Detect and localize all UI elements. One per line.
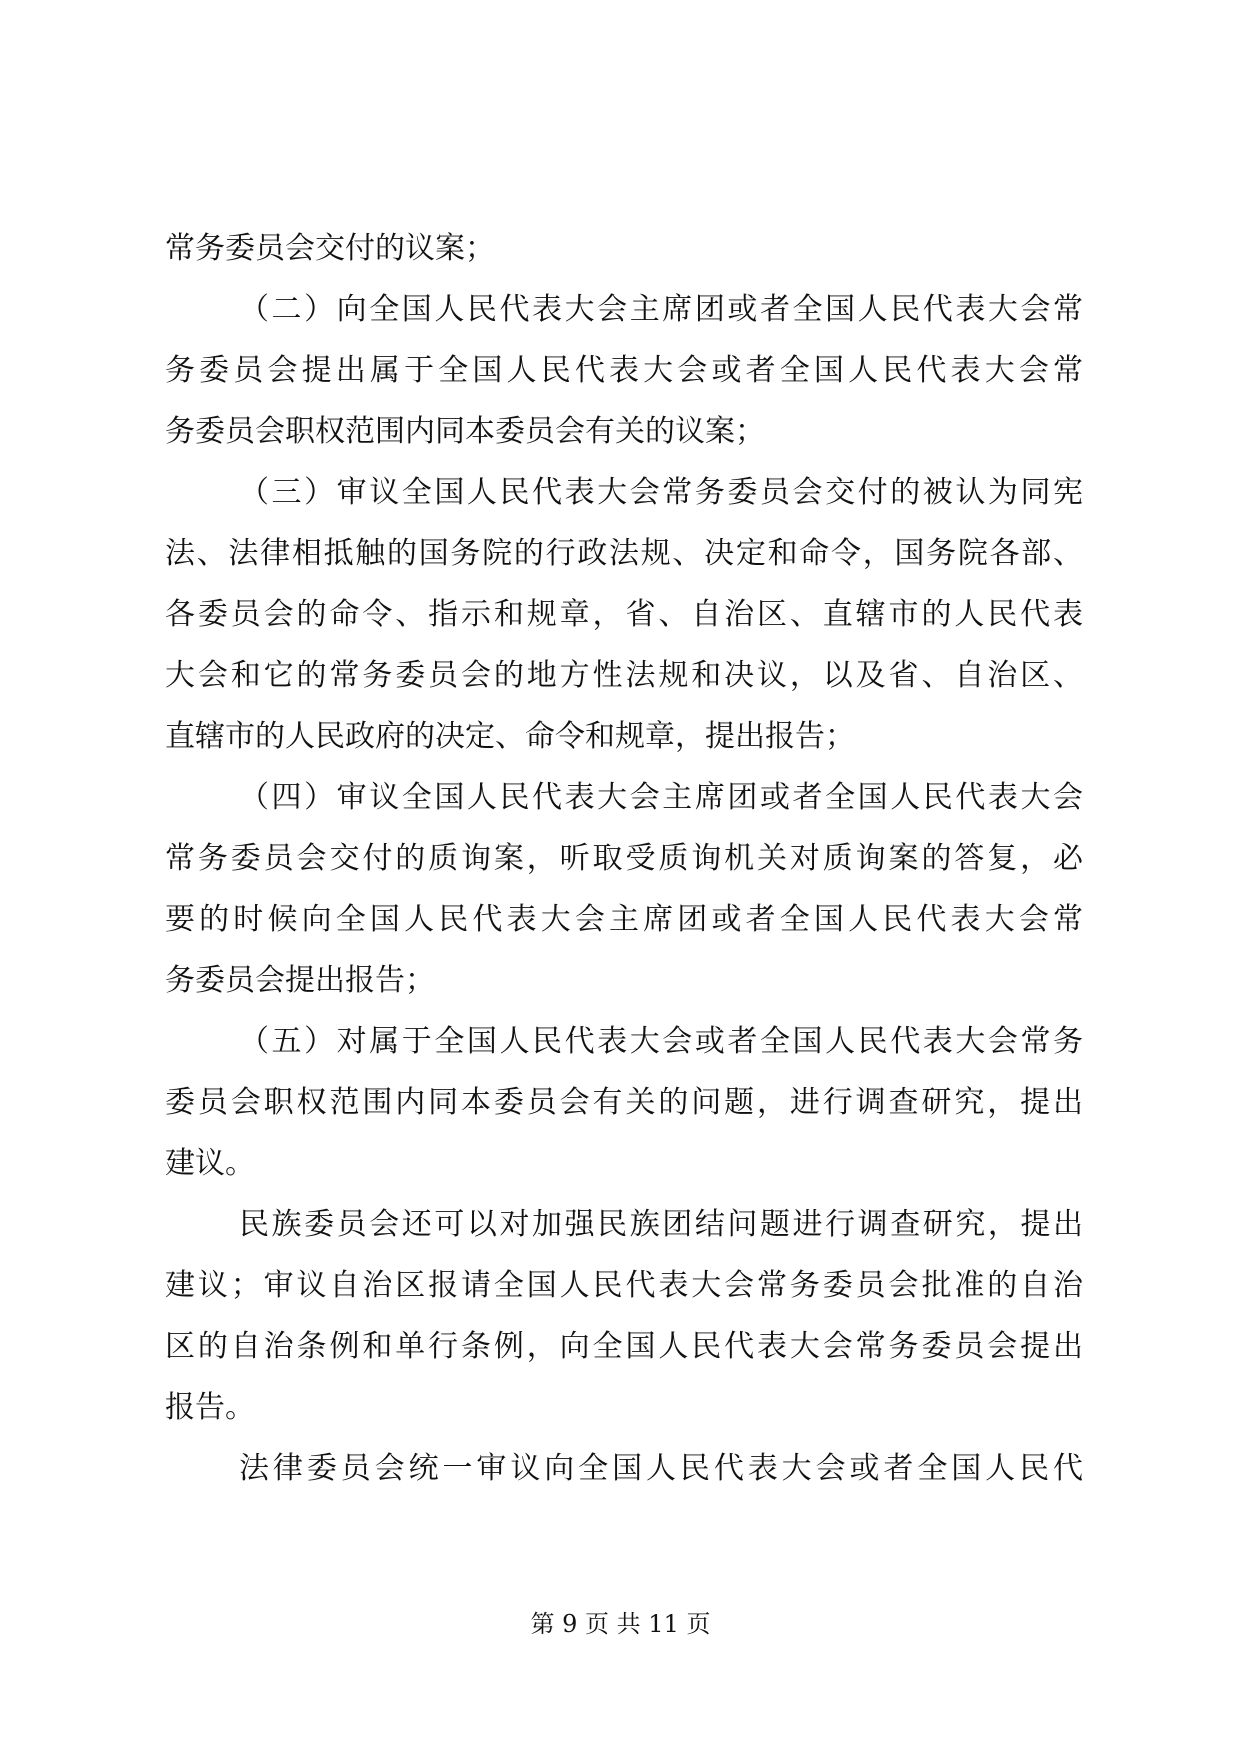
text-line: 直辖市的人民政府的决定、命令和规章，提出报告；	[165, 719, 855, 754]
text-line: （四）审议全国人民代表大会主席团或者全国人民代表大会	[239, 780, 1083, 815]
text-line: 民族委员会还可以对加强民族团结问题进行调查研究，提出	[239, 1207, 1083, 1242]
text-line: 建议；审议自治区报请全国人民代表大会常务委员会批准的自治	[165, 1268, 1083, 1303]
text-line: 务委员会提出报告；	[165, 963, 435, 998]
text-line: 常务委员会交付的议案；	[165, 231, 495, 266]
document-body	[165, 218, 1083, 1499]
text-line: 要的时候向全国人民代表大会主席团或者全国人民代表大会常	[165, 902, 1083, 937]
text-line: （三）审议全国人民代表大会常务委员会交付的被认为同宪	[239, 475, 1083, 510]
text-line: 法、法律相抵触的国务院的行政法规、决定和命令，国务院各部、	[165, 536, 1083, 571]
text-line: （二）向全国人民代表大会主席团或者全国人民代表大会常	[239, 292, 1083, 327]
text-line: 区的自治条例和单行条例，向全国人民代表大会常务委员会提出	[165, 1329, 1083, 1364]
text-line: 务委员会提出属于全国人民代表大会或者全国人民代表大会常	[165, 353, 1083, 388]
text-line: （五）对属于全国人民代表大会或者全国人民代表大会常务	[239, 1024, 1083, 1059]
text-line: 务委员会职权范围内同本委员会有关的议案；	[165, 414, 765, 449]
page-number-footer: 第 9 页 共 11 页	[530, 1610, 711, 1638]
text-line: 委员会职权范围内同本委员会有关的问题，进行调查研究，提出	[165, 1085, 1083, 1120]
text-line: 常务委员会交付的质询案，听取受质询机关对质询案的答复，必	[165, 841, 1083, 876]
text-line: 大会和它的常务委员会的地方性法规和决议，以及省、自治区、	[165, 658, 1083, 693]
text-line: 报告。	[165, 1390, 255, 1425]
text-line: 各委员会的命令、指示和规章，省、自治区、直辖市的人民代表	[165, 597, 1083, 632]
text-line: 建议。	[165, 1146, 255, 1181]
text-line: 法律委员会统一审议向全国人民代表大会或者全国人民代	[239, 1451, 1083, 1486]
